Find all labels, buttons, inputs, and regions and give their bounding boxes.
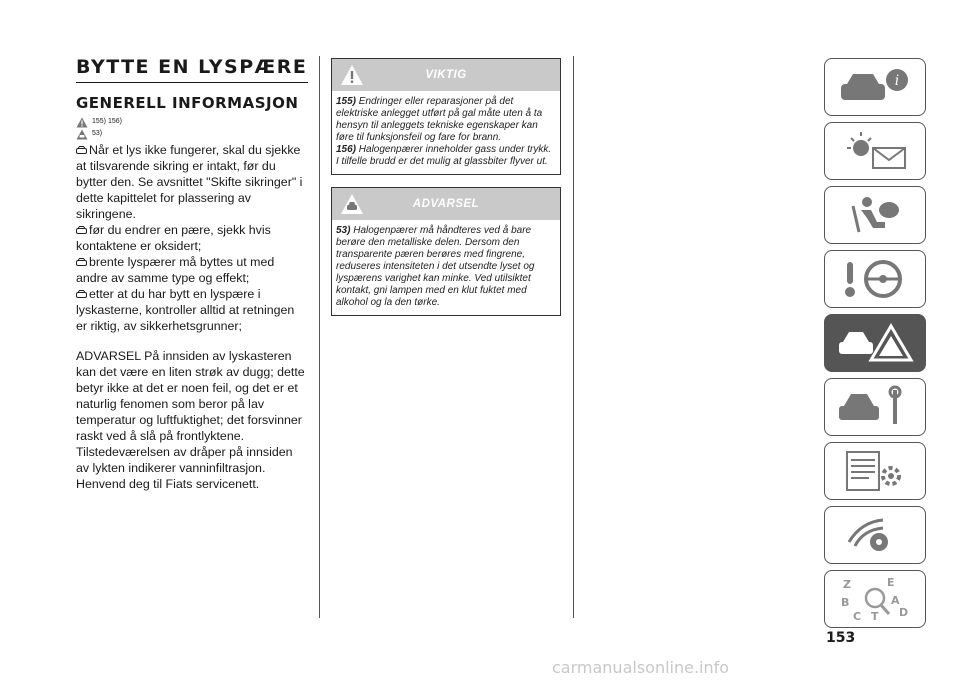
warning-refs: [76, 116, 308, 128]
middle-column: [331, 58, 561, 316]
page-number: 153: [826, 630, 856, 646]
car-bullet-icon: [76, 258, 87, 267]
viktig-heading: VIKTIG: [425, 69, 467, 81]
column-divider: [573, 56, 574, 618]
refs-warning: 53): [92, 130, 103, 137]
svg-text:i: i: [894, 73, 900, 89]
warning-refs-2: [76, 128, 308, 140]
advarsel-heading: ADVARSEL: [412, 198, 480, 210]
viktig-body: [332, 91, 560, 174]
viktig-header: [332, 59, 560, 91]
left-column: [76, 56, 308, 492]
car-info-icon[interactable]: [824, 58, 926, 116]
svg-text:A: A: [891, 594, 900, 607]
index-icon[interactable]: [824, 570, 926, 628]
svg-text:D: D: [899, 606, 909, 619]
section-subtitle: GENERELL INFORMASJON: [76, 94, 299, 112]
watermark: carmanualsonline.info: [552, 658, 730, 677]
bullet-item: etter at du har bytt en lyspære i lyskasterne, kontroller alltid at retningen er riktig, av sikkerhetsgrunner;: [76, 287, 295, 333]
car-warning-icon: [76, 129, 88, 140]
viktig-item: 155) Endringer eller reparasjoner på det elektriske anlegget utført på gal måte uten å ta hensyn til anleggets tekniske egenskaper kan føre til funksjonsfeil og fare for brann.: [336, 96, 543, 143]
car-bullet-icon: [76, 226, 87, 235]
viktig-item: 156) Halogenpærer inneholder gass under trykk. I tilfelle brudd er det mulig at glassbiter flyver ut.: [336, 144, 552, 167]
technical-data-icon[interactable]: [824, 442, 926, 500]
car-bullet-icon: [76, 146, 87, 155]
page-title: BYTTE EN LYSPÆRE: [76, 56, 308, 83]
advarsel-header: [332, 188, 560, 220]
multimedia-icon[interactable]: [824, 506, 926, 564]
paragraph-intro: Når et lys ikke fungerer, skal du sjekke at tilsvarende sikring er intakt, før du bytter den. Se avsnittet "Skifte sikringer" i dette kapittelet for plassering av sikringene.: [76, 143, 303, 221]
car-warning-icon: [340, 192, 364, 216]
svg-text:C: C: [853, 610, 862, 622]
bullet-item: brente lyspærer må byttes ut med andre av samme type og effekt;: [76, 255, 275, 285]
advarsel-item: 53) Halogenpærer må håndteres ved å bare berøre den metalliske delen. Dersom den transparente pæren berøres med fingrene, reduseres intensiteten i det utsendte lyset og lyspærens varighet kan minke. Ved utilsiktet kontakt, gni lampen med en klut fuktet med alkohol og la den tørke.: [336, 225, 535, 308]
steering-wheel-icon[interactable]: [824, 250, 926, 308]
breakdown-icon[interactable]: [824, 314, 926, 372]
airbag-icon[interactable]: [824, 186, 926, 244]
bullet-item: før du endrer en pære, sjekk hvis kontaktene er oksidert;: [76, 223, 271, 253]
viktig-box: [331, 58, 561, 175]
warning-triangle-icon: [340, 63, 364, 87]
refs-important: 155) 156): [92, 118, 122, 125]
warning-triangle-icon: [76, 117, 88, 128]
car-bullet-icon: [76, 290, 87, 299]
maintenance-icon[interactable]: [824, 378, 926, 436]
column-divider: [319, 56, 320, 618]
svg-text:T: T: [871, 610, 879, 622]
svg-text:Z: Z: [843, 578, 851, 591]
chapter-sidebar: [824, 58, 928, 634]
svg-text:E: E: [887, 576, 895, 589]
paragraph-advarsel: ADVARSEL På innsiden av lyskasteren kan det være en liten strøk av dugg; dette betyr ikke at det er noen feil, og det er et naturlig fenomen som beror på lav temperatur og luftfuktighet; det forsvinner raskt ved å slå på frontlyktene. Tilstedeværelsen av dråper på innsiden av lykten indikerer vanninfiltrasjon. Henvend deg til Fiats servicenett.: [76, 349, 305, 491]
warning-lights-icon[interactable]: [824, 122, 926, 180]
advarsel-box: [331, 187, 561, 316]
body-text: [76, 142, 308, 492]
svg-text:B: B: [841, 596, 850, 609]
advarsel-body: [332, 220, 560, 315]
